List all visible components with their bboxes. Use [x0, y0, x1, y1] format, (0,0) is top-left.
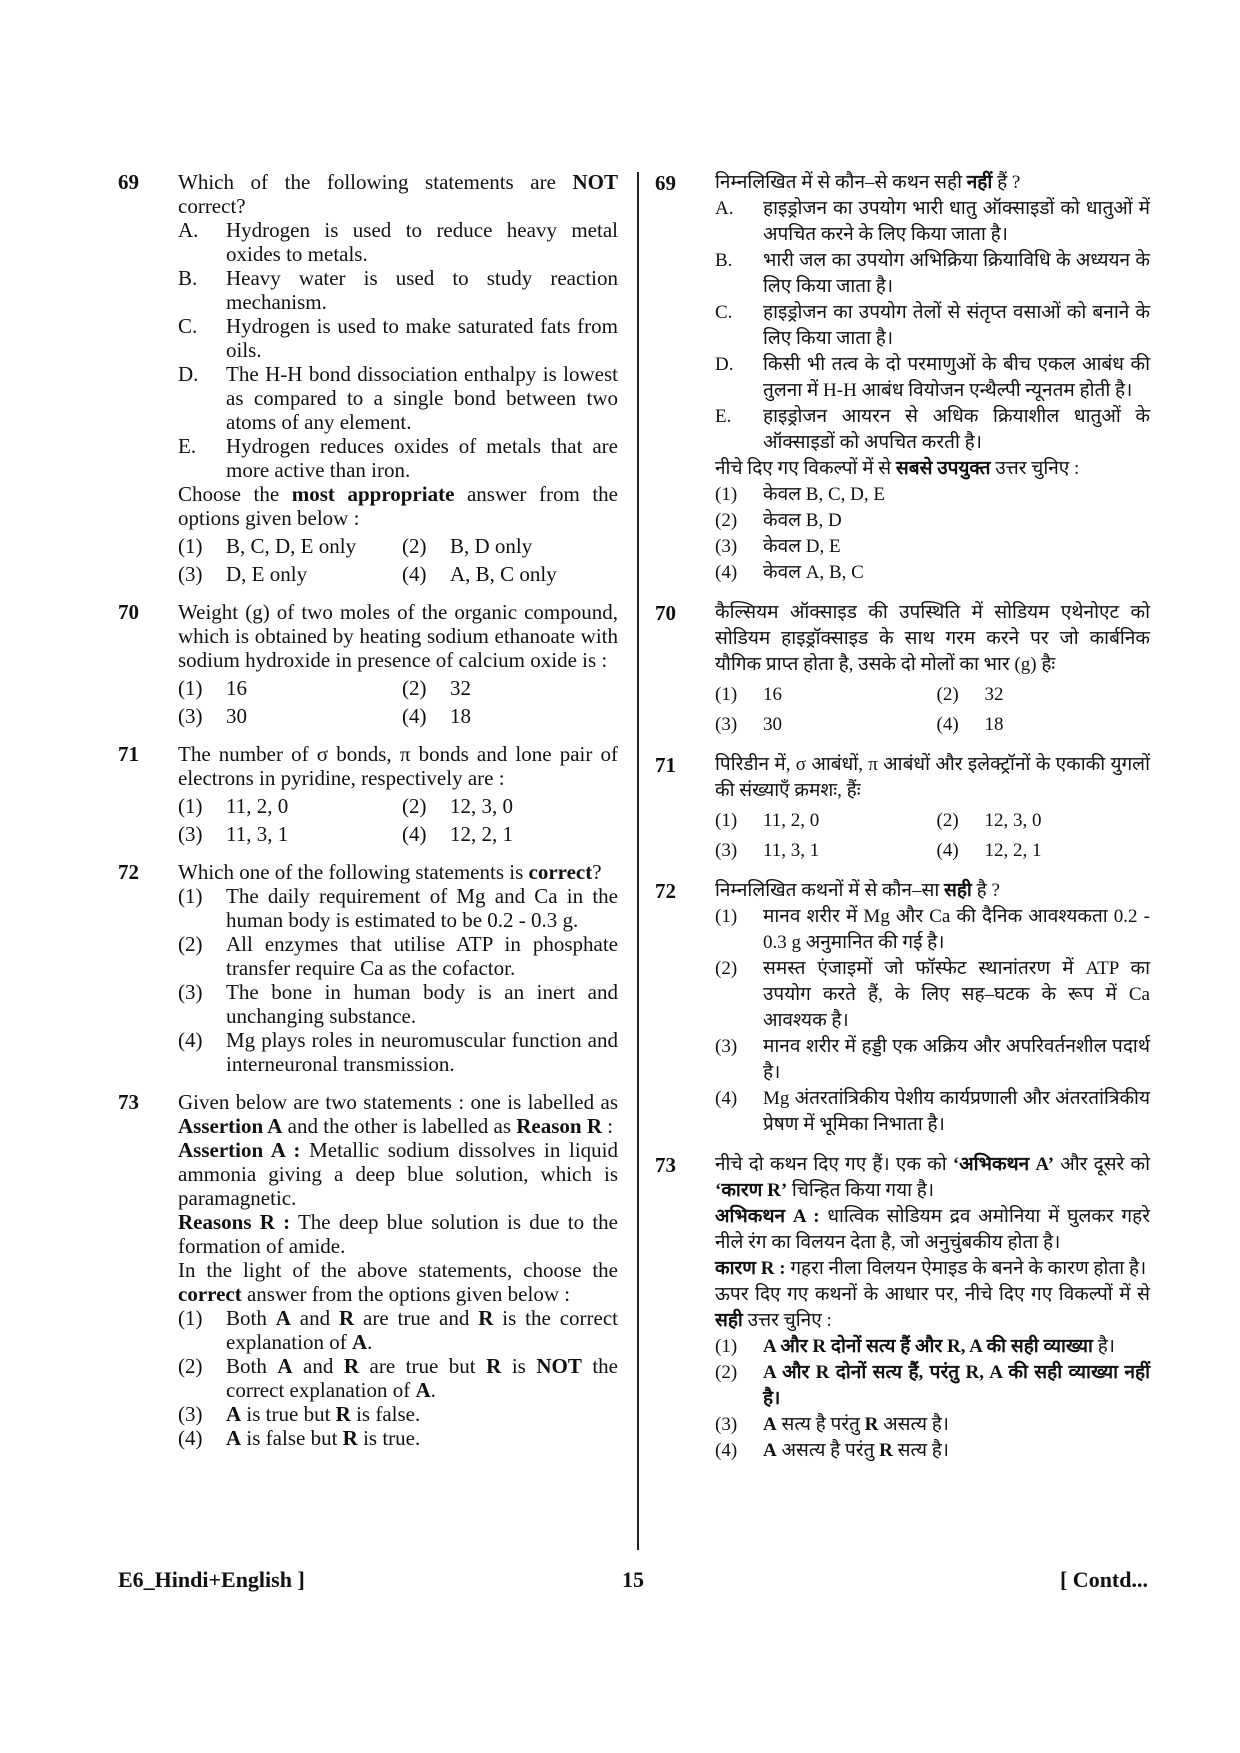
- question-number: 72: [655, 879, 676, 903]
- answer-option[interactable]: (1) A और R दोनों सत्य हैं और R, A की सही व्याख्या है।: [715, 1336, 1116, 1357]
- question-number: 73: [118, 1090, 139, 1114]
- answer-option[interactable]: (2) Both A and R are true but R is NOT the correct explanation of A.: [178, 1354, 618, 1402]
- statement-item: D. The H-H bond dissociation enthalpy is lowest as compared to a single bond between two atoms of any element.: [178, 362, 618, 434]
- answer-option[interactable]: (2) 12, 3, 0: [402, 794, 513, 818]
- statement-item: B. Heavy water is used to study reaction mechanism.: [178, 266, 618, 314]
- page-number: 15: [622, 1567, 644, 1592]
- choose-instruction: In the light of the above statements, choose the correct answer from the options given below :: [178, 1258, 618, 1306]
- question-stem: पिरिडीन में, σ आबंधों, π आबंधों और इलेक्ट्रॉनों के एकाकी युगलों की संख्याएँ क्रमशः, हैंः: [715, 754, 1150, 801]
- answer-option[interactable]: (1) B, C, D, E only: [178, 534, 357, 558]
- answer-option[interactable]: (1) 16: [715, 684, 782, 705]
- choose-instruction: ऊपर दिए गए कथनों के आधार पर, नीचे दिए गए विकल्पों में से सही उत्तर चुनिए :: [715, 1284, 1150, 1331]
- answer-options: [715, 1334, 1150, 1464]
- answer-option[interactable]: (2) 12, 3, 0: [936, 810, 1042, 831]
- answer-option[interactable]: (4) A असत्य है परंतु R सत्य है।: [715, 1440, 950, 1461]
- reason-statement: कारण R : गहरा नीला विलयन ऐमाइड के बनने के कारण होता है।: [715, 1258, 1147, 1279]
- answer-option[interactable]: (4) 12, 2, 1: [936, 840, 1042, 861]
- answer-option[interactable]: (4) 12, 2, 1: [402, 822, 513, 846]
- answer-option[interactable]: (3) केवल D, E: [715, 536, 841, 557]
- question-69-hi: [655, 170, 1150, 586]
- question-number: 71: [118, 742, 139, 766]
- answer-option[interactable]: (3) A is true but R is false.: [178, 1402, 421, 1426]
- question-number: 72: [118, 860, 139, 884]
- answer-option[interactable]: (4) Mg अंतरतांत्रिकीय पेशीय कार्यप्रणाली और अंतरतांत्रिकीय प्रेषण में भूमिका निभाता है।: [715, 1088, 1150, 1135]
- answer-option[interactable]: (3) 30: [715, 714, 782, 735]
- question-number: 69: [118, 170, 139, 194]
- statement-item: E. हाइड्रोजन आयरन से अधिक क्रियाशील धातुओं के ऑक्साइडों को अपचित करती है।: [715, 406, 1150, 453]
- answer-options: [178, 1306, 618, 1450]
- statement-item: E. Hydrogen reduces oxides of metals that are more active than iron.: [178, 434, 618, 482]
- english-column: [118, 170, 618, 1464]
- statement-item: A. हाइड्रोजन का उपयोग भारी धातु ऑक्साइडों को धातुओं में अपचित करने के लिए किया जाता है।: [715, 198, 1150, 245]
- question-stem: Weight (g) of two moles of the organic compound, which is obtained by heating sodium ethanoate with sodium hydroxide in presence of calcium oxide is :: [178, 600, 618, 672]
- answer-option[interactable]: (2) A और R दोनों सत्य हैं, परंतु R, A की सही व्याख्या नहीं है।: [715, 1362, 1150, 1409]
- question-70-en: [118, 600, 618, 728]
- answer-option[interactable]: (1) केवल B, C, D, E: [715, 484, 885, 505]
- answer-option[interactable]: (2) B, D only: [402, 534, 533, 558]
- answer-option[interactable]: (2) 32: [936, 684, 1004, 705]
- continued-marker: [ Contd...: [1059, 1567, 1148, 1592]
- statement-item: C. Hydrogen is used to make saturated fats from oils.: [178, 314, 618, 362]
- answer-options: [715, 904, 1150, 1138]
- answer-options: [178, 884, 618, 1076]
- statement-item: A. Hydrogen is used to reduce heavy metal oxides to metals.: [178, 218, 618, 266]
- answer-option[interactable]: (2) All enzymes that utilise ATP in phosphate transfer require Ca as the cofactor.: [178, 932, 618, 980]
- question-stem: निम्नलिखित में से कौन–से कथन सही नहीं हैं ?: [715, 172, 1021, 193]
- question-73-hi: [655, 1152, 1150, 1464]
- question-number: 70: [655, 601, 676, 625]
- choose-instruction: Choose the most appropriate answer from the options given below :: [178, 482, 618, 530]
- reason-statement: Reasons R : The deep blue solution is due to the formation of amide.: [178, 1210, 618, 1258]
- answer-option[interactable]: (1) The daily requirement of Mg and Ca in the human body is estimated to be 0.2 - 0.3 g.: [178, 884, 618, 932]
- answer-option[interactable]: (2) 32: [402, 676, 471, 700]
- answer-options: [715, 804, 1150, 864]
- question-stem: निम्नलिखित कथनों में से कौन–सा सही है ?: [715, 880, 1000, 901]
- answer-option[interactable]: (3) D, E only: [178, 562, 308, 586]
- answer-option[interactable]: (4) Mg plays roles in neuromuscular function and interneuronal transmission.: [178, 1028, 618, 1076]
- answer-option[interactable]: (3) मानव शरीर में हड्डी एक अक्रिय और अपरिवर्तनशील पदार्थ है।: [715, 1036, 1150, 1083]
- answer-option[interactable]: (3) The bone in human body is an inert and unchanging substance.: [178, 980, 618, 1028]
- answer-option[interactable]: (2) केवल B, D: [715, 510, 842, 531]
- question-number: 71: [655, 753, 676, 777]
- question-stem: कैल्सियम ऑक्साइड की उपस्थिति में सोडियम एथेनोएट को सोडियम हाइड्रॉक्साइड के साथ गरम करने पर जो कार्बनिक यौगिक प्राप्त होता है, उसके दो मोलों का भार (g) हैः: [715, 602, 1150, 675]
- answer-option[interactable]: (3) A सत्य है परंतु R असत्य है।: [715, 1414, 950, 1435]
- question-stem: The number of σ bonds, π bonds and lone pair of electrons in pyridine, respectively are :: [178, 742, 618, 790]
- answer-option[interactable]: (4) 18: [402, 704, 471, 728]
- answer-option[interactable]: (3) 30: [178, 704, 247, 728]
- column-divider: [637, 172, 639, 1550]
- question-stem: Which of the following statements are NOT correct?: [178, 170, 618, 218]
- hindi-column: [655, 170, 1150, 1478]
- statement-item: B. भारी जल का उपयोग अभिक्रिया क्रियाविधि के अध्ययन के लिए किया जाता है।: [715, 250, 1150, 297]
- choose-instruction: नीचे दिए गए विकल्पों में से सबसे उपयुक्त उत्तर चुनिए :: [715, 458, 1080, 479]
- answer-option[interactable]: (3) 11, 3, 1: [715, 840, 820, 861]
- question-73-en: [118, 1090, 618, 1450]
- answer-option[interactable]: (4) A, B, C only: [402, 562, 557, 586]
- answer-option[interactable]: (1) मानव शरीर में Mg और Ca की दैनिक आवश्यकता 0.2 - 0.3 g अनुमानित की गई है।: [715, 906, 1150, 953]
- answer-option[interactable]: (1) 11, 2, 0: [178, 794, 289, 818]
- question-number: 73: [655, 1153, 676, 1177]
- question-71-en: [118, 742, 618, 846]
- answer-option[interactable]: (1) 11, 2, 0: [715, 810, 820, 831]
- answer-options: [715, 482, 1150, 586]
- paper-code: E6_Hindi+English ]: [118, 1567, 305, 1592]
- question-69-en: [118, 170, 618, 586]
- answer-options: [178, 530, 618, 586]
- answer-option[interactable]: (3) 11, 3, 1: [178, 822, 289, 846]
- question-number: 70: [118, 600, 139, 624]
- answer-option[interactable]: (1) 16: [178, 676, 247, 700]
- question-71-hi: [655, 752, 1150, 864]
- question-intro: Given below are two statements : one is labelled as Assertion A and the other is labelled as Reason R :: [178, 1090, 618, 1138]
- assertion-statement: अभिकथन A : धात्विक सोडियम द्रव अमोनिया में घुलकर गहरे नीले रंग का विलयन देता है, जो अनुचुंबकीय होता है।: [715, 1206, 1150, 1253]
- question-72-en: [118, 860, 618, 1076]
- answer-options: [715, 678, 1150, 738]
- answer-option[interactable]: (2) समस्त एंजाइमों जो फॉस्फेट स्थानांतरण में ATP का उपयोग करते हैं, के लिए सह–घटक के रूप में Ca आवश्यक है।: [715, 958, 1150, 1031]
- answer-option[interactable]: (4) 18: [936, 714, 1004, 735]
- question-70-hi: [655, 600, 1150, 738]
- answer-options: [178, 672, 618, 728]
- question-intro: नीचे दो कथन दिए गए हैं। एक को ‘अभिकथन A’ और दूसरे को ‘कारण R’ चिन्हित किया गया है।: [715, 1154, 1150, 1201]
- question-stem: Which one of the following statements is correct?: [178, 860, 602, 884]
- answer-option[interactable]: (4) केवल A, B, C: [715, 562, 864, 583]
- statement-item: C. हाइड्रोजन का उपयोग तेलों से संतृप्त वसाओं को बनाने के लिए किया जाता है।: [715, 302, 1150, 349]
- assertion-statement: Assertion A : Metallic sodium dissolves in liquid ammonia giving a deep blue solution, which is paramagnetic.: [178, 1138, 619, 1210]
- answer-options: [178, 790, 618, 846]
- question-72-hi: [655, 878, 1150, 1138]
- question-number: 69: [655, 171, 676, 195]
- statement-item: D. किसी भी तत्व के दो परमाणुओं के बीच एकल आबंध की तुलना में H-H आबंध वियोजन एन्थैल्पी न्यूनतम होती है।: [715, 354, 1150, 401]
- answer-option[interactable]: (4) A is false but R is true.: [178, 1426, 421, 1450]
- answer-option[interactable]: (1) Both A and R are true and R is the correct explanation of A.: [178, 1306, 618, 1354]
- page-footer: [118, 1567, 1148, 1597]
